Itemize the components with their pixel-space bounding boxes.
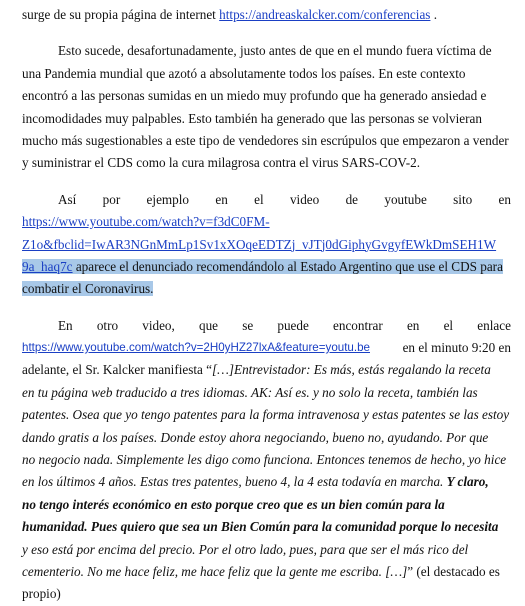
word: enlace <box>477 317 511 333</box>
text-run: mucho más sugestionables a este tipo de vendedores sin escrúpulos que empezaron a vender <box>22 132 509 148</box>
p3-line-6 <box>22 427 511 449</box>
text-run: propio) <box>22 586 61 602</box>
highlighted-text: aparece el denunciado recomendándolo al Estado Argentino que use el CDS para <box>72 258 503 274</box>
youtube-link-1[interactable]: https://www.youtube.com/watch?v=f3dC0FM- <box>22 214 270 230</box>
p2-line-3 <box>22 234 511 256</box>
word: ejemplo <box>146 191 190 207</box>
quote-text: en los últimos 4 años. Estas tres patentes, bueno 4, la 4 esta todavía en marcha. <box>22 474 447 490</box>
youtube-link-1-cont[interactable]: Z1o&fbclid=IwAR3NGnMmLp1Sv1xXOqeEDTZj_vJTj0dGiphyGvgyfEWkDmSEH1W <box>22 236 497 252</box>
word: el <box>254 191 264 207</box>
p3-line-5 <box>22 404 511 426</box>
word: por <box>102 191 121 207</box>
p2-line-5 <box>22 278 511 300</box>
p2-line-2 <box>22 211 511 233</box>
word: sito <box>453 191 473 207</box>
p3-line-2 <box>22 337 511 359</box>
paragraph-3 <box>22 315 511 606</box>
word: video, <box>142 317 175 333</box>
text-run: Esto sucede, desafortunadamente, justo antes de que en el mundo fuera víctima de <box>58 43 492 59</box>
word: que <box>198 317 219 333</box>
p1-line-6 <box>22 152 511 174</box>
youtube-link-2[interactable]: https://www.youtube.com/watch?v=2H0yHZ27lxA&feature=youtu.be <box>22 341 370 355</box>
paragraph-1 <box>22 40 511 174</box>
p3-line-10 <box>22 516 511 538</box>
word: de <box>345 191 359 207</box>
word: en <box>406 317 420 333</box>
p2-line-1 <box>22 189 511 211</box>
p3-line-13 <box>22 583 511 605</box>
p1-line-3 <box>22 85 511 107</box>
quote-text: patentes. Osea que yo tengo patentes para la forma intravenosa y estas patentes se las estoy <box>22 407 510 423</box>
quote-text: no negocio nada. Simplemente les digo como funciona. Entonces tenemos de hecho, yo hice <box>22 452 507 468</box>
word: youtube <box>384 191 427 207</box>
p3-line-8 <box>22 471 511 493</box>
text-run: encontró a las personas sumidas en un miedo muy profundo que ha generado ansiedad e <box>22 88 487 104</box>
word: encontrar <box>333 317 383 333</box>
paragraph-0 <box>22 4 511 26</box>
paragraph-2 <box>22 189 511 301</box>
p1-line-4 <box>22 108 511 130</box>
p3-line-3 <box>22 359 511 381</box>
text-run: surge de su propia página de internet <box>22 7 220 22</box>
conferencias-link[interactable]: https://andreaskalcker.com/conferencias <box>219 7 431 22</box>
text-run: incomodidades muy palpables. Esto también ha generado que las personas se volvieran <box>22 110 482 126</box>
p1-line-1 <box>22 40 511 62</box>
word: en <box>498 191 511 207</box>
p3-line-4 <box>22 382 511 404</box>
p1-line-2 <box>22 63 511 85</box>
word: el <box>443 317 454 333</box>
word: puede <box>277 317 309 333</box>
p3-line-1 <box>22 315 511 337</box>
p3-line-7 <box>22 449 511 471</box>
p1-line-5 <box>22 130 511 152</box>
text-run: ” (el destacado es <box>407 563 500 579</box>
youtube-link-1-end[interactable]: 9a_haq7c <box>22 258 73 274</box>
p3-line-9 <box>22 494 511 516</box>
quote-text: cementerio. No me hace feliz, me hace feliz que la gente me escriba. […] <box>22 563 408 579</box>
word: En <box>58 317 73 333</box>
p3-line-11 <box>22 539 511 561</box>
word: video <box>289 191 320 207</box>
emphasized-quote: Y claro, <box>446 474 489 490</box>
quote-text: en tu página web traducido a tres idiomas. AK: Así es. y no solo la receta, también las <box>22 384 478 400</box>
quote-text: […]Entrevistador: Es más, estás regalando la receta <box>212 362 491 378</box>
quote-text: dando gratis a los países. Donde estoy ahora negociando, bueno no, ayudando. Por que <box>22 429 489 445</box>
text-run: en el minuto 9:20 en <box>402 340 511 356</box>
text-run: una Pandemia mundial que azotó a absolutamente todos los países. En este contexto <box>22 65 466 81</box>
word: en <box>215 191 228 207</box>
emphasized-quote: humanidad. Pues quiero que sea un Bien Común para la comunidad porque lo necesita <box>22 519 499 535</box>
text-run: y suministrar el CDS como la cura milagrosa contra el virus SARS-COV-2. <box>22 155 421 171</box>
p2-line-4 <box>22 256 511 278</box>
text-run: . <box>430 7 438 22</box>
word: otro <box>96 317 119 333</box>
quote-text: y eso está por encima del precio. Por el otro lado, pues, para que ser el más rico del <box>22 541 469 557</box>
emphasized-quote: no tengo interés económico en esto porque creo que es un bien común para la <box>22 496 445 512</box>
p3-line-12 <box>22 561 511 583</box>
text-run: adelante, el Sr. Kalcker manifiesta “ <box>22 362 213 378</box>
word: Así <box>58 191 77 207</box>
word: se <box>242 317 254 333</box>
highlighted-text: combatir el Coronavirus. <box>22 281 154 297</box>
